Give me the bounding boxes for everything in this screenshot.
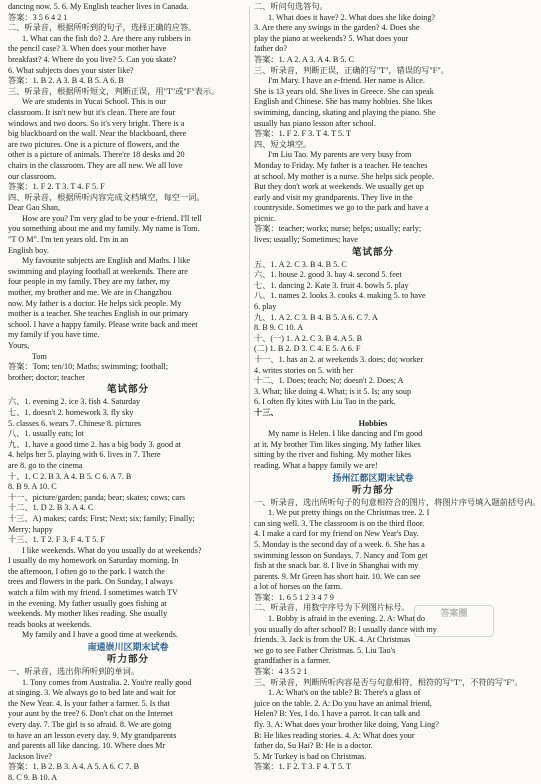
- left-text-line: mother, my brother and me. We are in Changzhou: [8, 288, 172, 298]
- right-text-line: 十一、1. has an 2. at weekends 3. does; do; worker: [254, 355, 424, 364]
- right-text-line: 答案：1. F 2. F 3. T 4. T 5. T: [254, 129, 352, 139]
- left-text-line: trees and flowers in the park. On Sunday, I always: [8, 577, 173, 587]
- right-text-line: 答案：1. 6 5 1 2 3 4 7 9: [254, 592, 334, 602]
- left-text-line: 8. B 9. A 10. C: [8, 482, 57, 492]
- right-text-line: 1. What does it have? 2. What does she like doing?: [268, 12, 436, 22]
- right-text-line: My name is Helen. I like dancing and I'm good: [268, 429, 423, 439]
- right-text-line: fly. 3. A: What does your brother like doing, Yang Ling?: [254, 720, 439, 729]
- left-text-line: 1. Tony comes from Australia. 2. You're really good: [22, 677, 192, 687]
- right-text-line: 七、1. dancing 2. Kate 3. fruit 4. bowls 5. play: [254, 280, 409, 290]
- right-text-line: But they don't work at weekends. We usually get up: [254, 182, 424, 192]
- section-heading: 听力部分: [106, 654, 149, 666]
- left-text-line: four people in my family. They are my father, my: [8, 277, 171, 287]
- left-text-line: Tom: [32, 351, 47, 361]
- left-text-line: Yours,: [8, 341, 30, 350]
- left-text-line: are 8. go to the cinema: [8, 460, 83, 470]
- left-text-line: 答案：1. B 2. B 3. A 4. A 5. A 6. C 7. B: [8, 762, 140, 772]
- right-text-line: 答案：1. F 2. T 3. F 4. T 5. T: [254, 762, 352, 772]
- right-text-line: 1. Bobby is afraid in the evening. 2. A: What do: [268, 614, 425, 624]
- left-text-line: "T O M". I'm ten years old. I'm in an: [8, 235, 129, 245]
- left-text-line: dancing now. 5. 6. My English teacher lives in Canada.: [8, 2, 189, 11]
- left-text-line: are two pictures. One is a picture of flowers, and the: [8, 139, 180, 149]
- right-text-line: play the piano at weekends? 5. What does your: [254, 33, 409, 43]
- left-text-line: the pencil case? 3. When does your mother have: [8, 44, 167, 54]
- left-text-line: classroom. It isn't new but it's clean. There are four: [8, 107, 176, 117]
- left-text-line: weekends. My mother likes reading. She usually: [8, 609, 168, 619]
- left-text-line: 答案：1. F 2. T 3. T 4. F 5. F: [8, 182, 105, 192]
- left-text-line: 十一、picture/garden; panda; bear; skates; cows; cars: [8, 492, 186, 502]
- right-text-line: grandfather is a farmer.: [254, 656, 331, 666]
- left-text-line: the afternoon, I often go to the park. I watch the: [8, 566, 165, 576]
- right-text-line: 5. Mr Turkey is bad on Christmas.: [254, 751, 367, 761]
- right-text-line: 1. A: What's on the table? B: There's a glass of: [268, 688, 421, 698]
- left-text-line: Dear Gao Shan,: [8, 203, 61, 213]
- left-text-line: to have an art lesson every day. 9. My grandparents: [8, 730, 177, 740]
- left-text-line: brother; doctor; teacher: [8, 372, 85, 382]
- left-text-line: Jackson live?: [8, 751, 52, 761]
- right-text-line: reading. What a happy family we are!: [254, 460, 378, 470]
- section-heading: 笔试部分: [106, 384, 149, 396]
- left-text-line: other is a picture of animals. There're 18 desks and 20: [8, 150, 185, 160]
- right-text-line: 五、1. A 2. C 3. B 4. B 5. C: [254, 259, 347, 269]
- right-text-line: 二、听录音，用数字序号为下列图片标号。: [254, 603, 410, 613]
- left-text-line: I usually do my homework on Saturday morning. In: [8, 556, 179, 566]
- right-text-line: Hobbies: [358, 418, 388, 428]
- left-text-line: now. My father is a doctor. He helps sick people. My: [8, 298, 182, 308]
- right-text-line: friends. 3. Jack is from the UK. 4. At Christmas: [254, 635, 411, 645]
- right-text-line: swimming, dancing, skating and playing the piano. She: [254, 107, 436, 117]
- left-text-line: every day. 7. The girl is so afraid. 8. We are going: [8, 720, 172, 729]
- right-text-line: 四、短文填空。: [254, 139, 312, 149]
- section-heading: 听力部分: [351, 484, 394, 496]
- left-text-line: chairs in the classroom. They are all new. We all love: [8, 160, 183, 170]
- left-text-line: 5. classes 6. wears 7. Chinese 8. pictures: [8, 418, 142, 428]
- left-text-line: 九、1. have a good time 2. has a big body 3. good at: [8, 439, 182, 449]
- left-text-line: 七、1. doesn't 2. homework 3. fly sky: [8, 407, 134, 417]
- right-text-line: fish at the snack bar. 8. I live in Shanghai with my: [254, 561, 419, 571]
- right-text-line: sitting by the river and fishing. My mother likes: [254, 450, 412, 460]
- left-text-line: and parents all like dancing. 10. Where does Mr: [8, 741, 166, 751]
- left-text-line: the New Year. 4. Is your father a farmer. 5. Is that: [8, 698, 170, 708]
- right-text-line: (二) 1. B 2. D 3. C 4. E 5. A 6. F: [254, 344, 361, 354]
- left-text-line: 六、1. evening 2. ice 3. fish 4. Saturday: [8, 397, 141, 407]
- right-text-line: usually has piano lesson after school.: [254, 118, 376, 128]
- right-text-line: 六、1. house 2. good 3. bay 4. second 5. feet: [254, 270, 402, 280]
- left-text-line: watch a film with my friend. I sometimes watch TV: [8, 588, 178, 598]
- right-text-line: 6. play: [254, 302, 277, 312]
- right-text-line: 三、听录音，判断所听内容是否与句意相符，相符的写"T"，不符的写"F"。: [254, 677, 523, 687]
- left-text-line: 十、1. C 2. B 3. A 4. B 5. C 6. A 7. B: [8, 471, 132, 481]
- right-text-line: 三、听录音，判断正误，正确的写"T"，错误的写"F"。: [254, 65, 449, 75]
- right-text-line: 1. We put pretty things on the Christmas tree. 2. I: [268, 508, 430, 518]
- right-text-line: at school. My mother is a nurse. She helps sick people.: [254, 171, 434, 181]
- left-text-line: reads books at weekends.: [8, 619, 92, 629]
- left-text-line: 答案：3 5 6 4 2 1: [8, 12, 68, 22]
- left-text-line: big blackboard on the wall. Near the blackboard, there: [8, 129, 187, 139]
- right-text-line: 十、(一) 1. A 2. C 3. B 4. A 5. B: [254, 333, 363, 343]
- right-text-line: I'm Mary. I have an e-friend. Her name is Alice.: [268, 76, 425, 86]
- right-column: [254, 2, 541, 773]
- right-text-line: father do?: [254, 44, 287, 54]
- left-column: [8, 2, 248, 784]
- right-text-line: Monday to Friday. My father is a teacher. He teaches: [254, 160, 428, 170]
- left-text-line: 十三、1. T 2. F 3. F 4. T 5. F: [8, 535, 105, 545]
- left-text-line: English boy.: [8, 245, 49, 255]
- right-text-line: 5. Monday is the second day of a week. 6. She has a: [254, 539, 425, 549]
- right-text-line: lives; usually; Sometimes; have: [254, 235, 358, 245]
- right-text-line: 3. What; like doing 4. What; is it 5. Is; any soup: [254, 386, 412, 396]
- left-text-line: How are you? I'm very glad to be your e-friend. I'll tell: [22, 213, 202, 223]
- right-text-line: juice on the table. 2. A: Do you have an animal friend,: [254, 698, 432, 708]
- right-text-line: B: He likes reading stories. 4. A: What does your: [254, 730, 415, 740]
- right-text-line: 八、1. names 2. looks 3. cooks 4. making 5. to have: [254, 291, 426, 301]
- left-text-line: My favourite subjects are English and Maths. I like: [22, 256, 191, 266]
- left-text-line: 4. helps her 5. playing with 6. lives in 7. There: [8, 450, 161, 460]
- right-text-line: 十二、1. Does; teach; No; doesn't 2. Does; A: [254, 376, 404, 386]
- left-text-line: 三、听录音，根据所听短文，判断正误，用"T"或"F"表示。: [8, 86, 220, 96]
- right-text-line: 8. B 9. C 10. A: [254, 323, 304, 333]
- right-text-line: She is 13 years old. She lives in Greece. She can speak: [254, 86, 434, 96]
- left-text-line: our classroom.: [8, 171, 57, 181]
- right-text-line: 3. Are there any swings in the garden? 4. Does she: [254, 23, 420, 33]
- right-text-line: 答案：1. A 2. A 3. A 4. B 5. C: [254, 54, 355, 64]
- left-text-line: Merry; happy: [8, 524, 53, 534]
- left-text-line: your aunt by the tree? 6. Don't chat on the Internet: [8, 709, 173, 719]
- right-text-line: 九、1. A 2. C 3. B 4. B 5. A 6. C 7. A: [254, 312, 378, 322]
- exam-banner: 扬州江都区期末试卷: [332, 472, 414, 483]
- left-text-line: 四、听录音，根据所听内容完成文档填空，每空一词。: [8, 192, 205, 202]
- right-text-line: 4. I make a card for my friend on New Year's Day.: [254, 529, 419, 539]
- right-text-line: swimming lesson on Sundays. 7. Nancy and Tom get: [254, 550, 428, 560]
- right-text-line: picnic.: [254, 213, 277, 223]
- right-text-line: father do, Su Hai? B: He is a doctor.: [254, 741, 373, 751]
- left-text-line: 十三、A) makes; cards; First; Next; six; family; Finally;: [8, 513, 195, 523]
- right-text-line: countryside. Sometimes we go to the park and have a: [254, 203, 429, 213]
- left-text-line: 十二、1. D 2. B 3. A 4. C: [8, 503, 94, 513]
- left-text-line: 八、1. usually eats; lot: [8, 429, 84, 439]
- right-text-line: can sing well. 3. The classroom is on the third floor.: [254, 518, 425, 528]
- left-text-line: We are students in Yucai School. This is our: [22, 97, 167, 107]
- watermark-logo: 答案圈: [414, 605, 494, 637]
- right-text-line: 答案：4 3 5 2 1: [254, 667, 308, 677]
- right-text-line: 4. writes stories on 5. with her: [254, 365, 354, 375]
- left-text-line: 答案：Tom; ten/10; Maths; swimming; football;: [8, 362, 168, 372]
- left-text-line: in the evening. My father usually goes fishing at: [8, 598, 167, 608]
- right-text-line: 一、听录音，选出所听句子的句意相符合的图片，将图片序号填入题前括号内。: [254, 497, 541, 507]
- right-text-line: Helen? B: Yes, I do. I have a parrot. It can talk and: [254, 709, 420, 719]
- right-text-line: 十三、: [254, 407, 279, 417]
- right-text-line: early and visit my grandparents. They live in the: [254, 192, 413, 202]
- left-text-line: 8. C 9. B 10. A: [8, 772, 58, 782]
- left-text-line: school. I have a happy family. Please write back and meet: [8, 319, 198, 329]
- left-text-line: windows and two doors. So it's very bright. There is a: [8, 118, 185, 128]
- left-text-line: my family if you have time.: [8, 330, 100, 340]
- section-heading: 笔试部分: [351, 246, 394, 258]
- left-text-line: 答案：1. B 2. A 3. B 4. B 5. A 6. B: [8, 76, 124, 86]
- left-text-line: at singing. 3. We always go to bed late and wait for: [8, 688, 176, 698]
- right-text-line: we go to see Father Christmas. 5. Liu Tao's: [254, 645, 396, 655]
- right-text-line: 答案：teacher; works; nurse; helps; usually; early;: [254, 224, 422, 234]
- left-text-line: breakfast? 4. Where do you live? 5. Can you skate?: [8, 54, 177, 64]
- exam-banner: 南通崇川区期末试卷: [87, 642, 169, 653]
- right-text-line: you usually do after school? B: I usually dance with my: [254, 624, 437, 634]
- right-text-line: I'm Liu Tao. My parents are very busy from: [268, 150, 412, 160]
- right-text-line: a lot of horses on the farm.: [254, 582, 342, 592]
- left-text-line: you something about me and my family. My name is Tom.: [8, 224, 200, 234]
- column-divider: [249, 6, 250, 636]
- right-text-line: English and Chinese. She has many hobbies. She likes: [254, 97, 433, 107]
- left-text-line: 6. What subjects does your sister like?: [8, 65, 134, 75]
- right-text-line: 6. I often fly kites with Liu Tao in the park.: [254, 397, 396, 407]
- right-text-line: parents. 9. Mr Green has short hair. 10. We can see: [254, 571, 421, 581]
- right-text-line: at it. My brother Tim likes singing. My father likes: [254, 439, 421, 449]
- left-text-line: 二、听录音，根据所听到的句子，选择正确的应答。: [8, 23, 197, 33]
- left-text-line: 一、听录音，选出你所听到的单词。: [8, 667, 140, 677]
- left-text-line: My family and I have a good time at weekends.: [22, 630, 178, 640]
- left-text-line: mother is a teacher. She teaches English in our primary: [8, 309, 189, 319]
- left-text-line: 1. What can the fish do? 2. Are there any rubbers in: [22, 33, 191, 43]
- right-text-line: 二、听问句选答句。: [254, 2, 328, 11]
- left-text-line: swimming and playing football at weekends. There are: [8, 266, 188, 276]
- left-text-line: I like weekends. What do you usually do at weekends?: [22, 545, 202, 555]
